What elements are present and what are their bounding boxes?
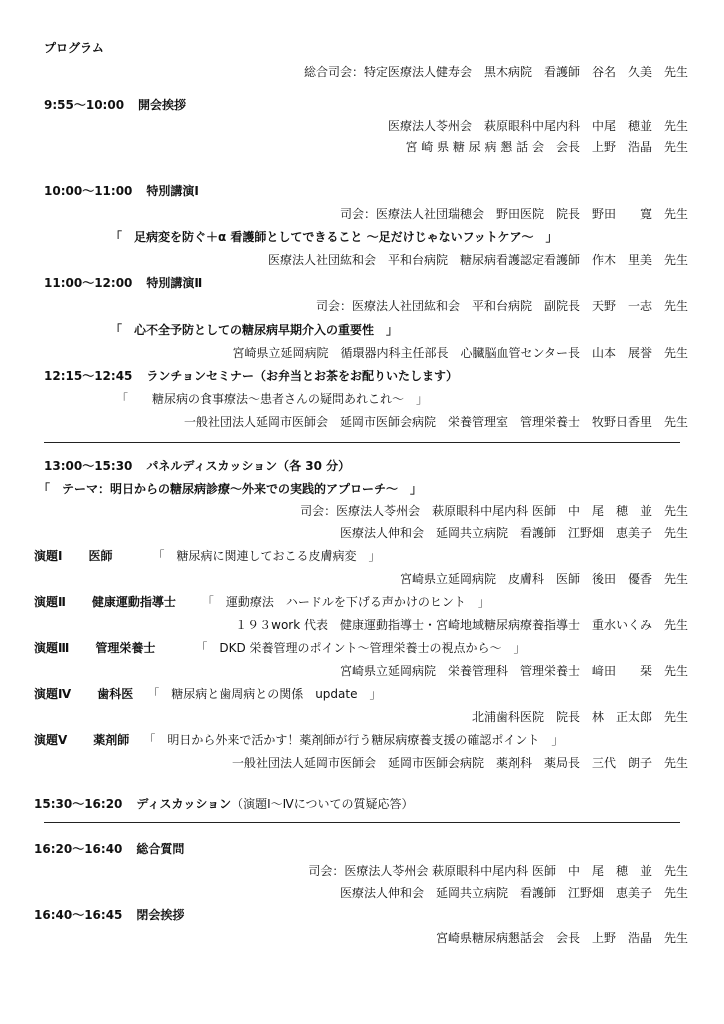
questions-chair-1: 司会：医療法人苓州会 萩原眼科中尾内科 医師 中 尾 穂 並 先生: [308, 864, 688, 878]
questions-title: 総合質問: [136, 842, 185, 856]
luncheon-heading: [44, 368, 458, 384]
opening-time: 9:55～10:00: [44, 98, 125, 112]
divider: [44, 442, 680, 443]
lecture2-speaker: 宮崎県立延岡病院 循環器内科主任部長 心臓脳血管センター長 山本 展誉 先生: [232, 346, 688, 360]
talk-speaker: 宮崎県立延岡病院 皮膚科 医師 後田 優香 先生: [399, 572, 688, 586]
lecture2-label: 特別講演Ⅱ: [146, 276, 203, 290]
panel-time: 13:00～15:30: [44, 459, 133, 473]
panel-chair-2: 医療法人伸和会 延岡共立病院 看護師 江野畑 恵美子 先生: [339, 526, 688, 540]
talk-number: 演題Ⅱ: [34, 595, 66, 609]
lecture1-title: 「 足病変を防ぐ＋α 看護師としてできること ～足だけじゃないフットケア～ 」: [110, 230, 558, 244]
talk-speaker: １９３work 代表 健康運動指導士・宮崎地域糖尿病療養指導士 重水いくみ 先生: [235, 618, 688, 632]
talk-speaker: 宮崎県立延岡病院 栄養管理科 管理栄養士 﨑田 栞 先生: [339, 664, 688, 678]
talk-role: 歯科医: [97, 687, 134, 701]
lecture1-chair: 司会：医療法人社団瑞穂会 野田医院 院長 野田 寛 先生: [339, 207, 688, 221]
opening-heading: [44, 97, 186, 113]
general-mc: 総合司会：特定医療法人健寿会 黒木病院 看護師 谷名 久美 先生: [303, 65, 688, 79]
talk-title: 「 DKD 栄養管理のポイント～管理栄養士の視点から～ 」: [195, 641, 526, 655]
opening-speaker-1: 医療法人苓州会 萩原眼科中尾内科 中尾 穂並 先生: [387, 119, 688, 133]
talk-row: [34, 594, 490, 610]
lecture2-heading: [44, 275, 202, 291]
talk-number: 演題Ⅳ: [34, 687, 72, 701]
discussion-time: 15:30～16:20: [34, 797, 123, 811]
opening-speaker-2: 宮 崎 県 糖 尿 病 懇 話 会 会長 上野 浩晶 先生: [405, 140, 688, 154]
lecture1-time: 10:00～11:00: [44, 184, 133, 198]
talk-speaker: 北浦歯科医院 院長 林 正太郎 先生: [471, 710, 688, 724]
divider: [44, 822, 680, 823]
talk-title: 「 明日から外来で活かす！薬剤師が行う糖尿病療養支援の確認ポイント 」: [143, 733, 564, 747]
talk-number: 演題Ⅰ: [34, 549, 63, 563]
talk-role: 健康運動指導士: [91, 595, 176, 609]
lecture2-chair: 司会：医療法人社団紘和会 平和台病院 副院長 天野 一志 先生: [315, 299, 688, 313]
closing-title: 閉会挨拶: [136, 908, 185, 922]
luncheon-title: ランチョンセミナー（お弁当とお茶をお配りいたします）: [146, 369, 459, 383]
panel-chair-1: 司会：医療法人苓州会 萩原眼科中尾内科 医師 中 尾 穂 並 先生: [300, 504, 688, 518]
lecture2-time: 11:00～12:00: [44, 276, 133, 290]
talk-row: [34, 732, 563, 748]
panel-heading: [44, 458, 350, 474]
discussion-note: （演題Ⅰ～Ⅳについての質疑応答）: [231, 797, 414, 811]
closing-speaker: 宮崎県糖尿病懇話会 会長 上野 浩晶 先生: [435, 931, 688, 945]
talk-role: 医師: [88, 549, 113, 563]
lecture1-speaker: 医療法人社団紘和会 平和台病院 糖尿病看護認定看護師 作木 里美 先生: [267, 253, 688, 267]
panel-title: パネルディスカッション（各 30 分）: [146, 459, 351, 473]
questions-chair-2: 医療法人伸和会 延岡共立病院 看護師 江野畑 恵美子 先生: [339, 886, 688, 900]
talk-row: [34, 548, 381, 564]
closing-time: 16:40～16:45: [34, 908, 123, 922]
questions-time: 16:20～16:40: [34, 842, 123, 856]
program-title: プログラム: [44, 41, 104, 55]
talk-row: [34, 686, 382, 702]
discussion-title: ディスカッション: [136, 797, 232, 811]
luncheon-time: 12:15～12:45: [44, 369, 133, 383]
lecture1-label: 特別講演Ⅰ: [146, 184, 199, 198]
questions-heading: [34, 841, 184, 857]
talk-title: 「 運動療法 ハードルを下げる声かけのヒント 」: [201, 595, 490, 609]
luncheon-speaker: 一般社団法人延岡市医師会 延岡市医師会病院 栄養管理室 管理栄養士 牧野日香里 先生: [183, 415, 688, 429]
talk-role: 管理栄養士: [95, 641, 156, 655]
panel-theme: 「 テーマ：明日からの糖尿病診療～外来での実践的アプローチ～ 」: [38, 482, 423, 496]
talk-speaker: 一般社団法人延岡市医師会 延岡市医師会病院 薬剤科 薬局長 三代 朗子 先生: [231, 756, 688, 770]
talk-title: 「 糖尿病と歯周病との関係 update 」: [147, 687, 382, 701]
closing-heading: [34, 907, 184, 923]
talk-role: 薬剤師: [93, 733, 130, 747]
discussion-heading: [34, 796, 413, 812]
talk-title: 「 糖尿病に関連しておこる皮膚病変 」: [152, 549, 381, 563]
opening-title: 開会挨拶: [138, 98, 187, 112]
talk-number: 演題Ⅴ: [34, 733, 68, 747]
talk-row: [34, 640, 526, 656]
talk-number: 演題Ⅲ: [34, 641, 70, 655]
lecture1-heading: [44, 183, 199, 199]
luncheon-lecture: 「 糖尿病の食事療法～患者さんの疑問あれこれ～ 」: [116, 392, 429, 406]
lecture2-title: 「 心不全予防としての糖尿病早期介入の重要性 」: [110, 323, 399, 337]
